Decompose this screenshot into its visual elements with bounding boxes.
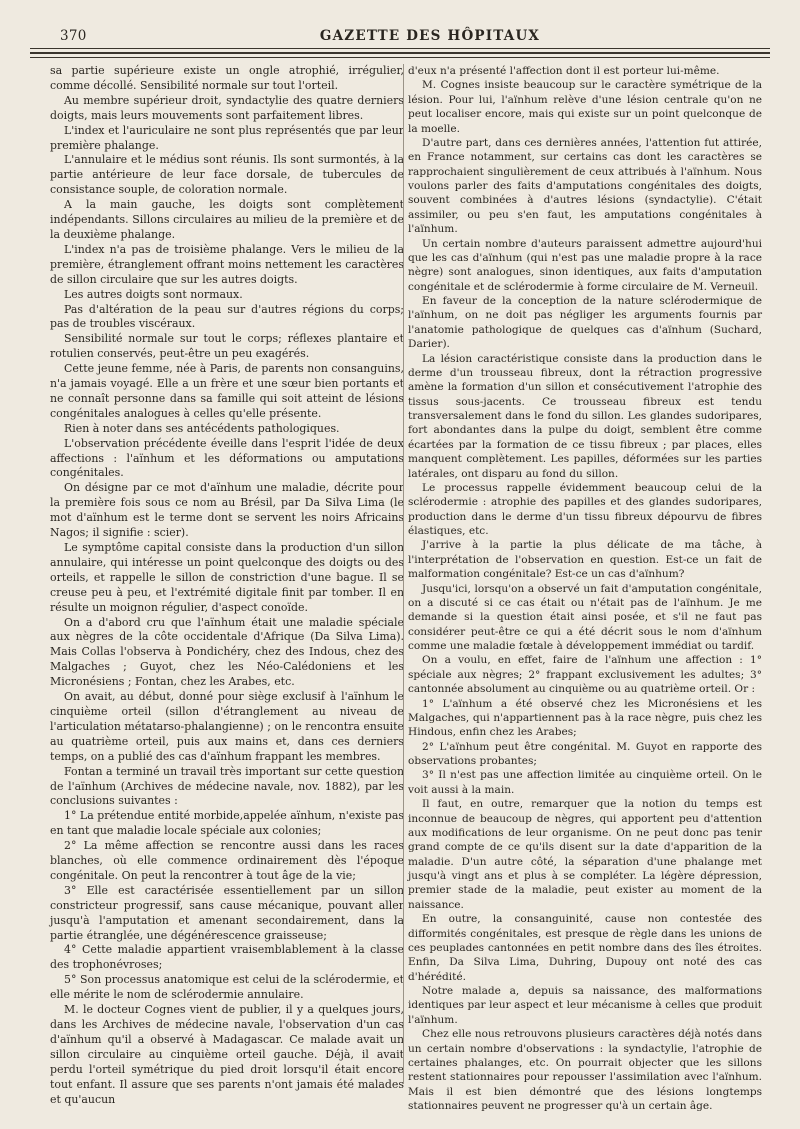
paragraph: On a voulu, en effet, faire de l'aïnhum une affection : 1° spéciale aux nègres; 2° frappant exclusivement les adultes; 3° cantonnée absolument au cinquième ou au quatrième orteil. Or : [408,654,762,696]
paragraph: Notre malade a, depuis sa naissance, des malformations identiques par leur aspect et leur mécanisme à celles que produit l'aïnhum. [408,985,762,1026]
paragraph: J'arrive à la partie la plus délicate de ma tâche, à l'interprétation de l'observation en question. Est-ce un fait de malformation congénitale? Est-ce un cas d'aïnhum? [408,539,762,581]
paragraph: Il faut, en outre, remarquer que la notion du temps est inconnue de beaucoup de nègres, qui apportent peu d'attention aux modifications de leur organisme. On ne peut donc pas tenir grand compte de ce qu'ils disent sur la date d'apparition de la maladie. D'un autre côté, la séparation d'une phalange met jusqu'à vingt ans et plus à se compléter. La légère dépression, premier stade de la maladie, peut exister au moment de la naissance. [408,798,762,911]
paragraph: 2° La même affection se rencontre aussi dans les races blanches, où elle commence ordinairement dès l'époque congénitale. On peut la rencontrer à tout âge de la vie; [50,839,404,882]
paragraph: Jusqu'ici, lorsqu'on a observé un fait d'amputation congénitale, on a discuté si ce cas était ou n'était pas de l'aïnhum. Je me demande si la question était ainsi posée, et s'il ne faut pas considérer peut-être ce qui a été décrit sous le nom d'aïnhum comme une maladie fœtale à développement immédiat ou tardif. [408,582,762,652]
left-column [50,64,404,1107]
paragraph: Un certain nombre d'auteurs paraissent admettre aujourd'hui que les cas d'aïnhum (qui n'est pas une maladie propre à la race nègre) sont analogues, sinon identiques, aux faits d'amputation congénitale et de sclérodermie à forme circulaire de M. Verneuil. [408,237,762,293]
paragraph: D'autre part, dans ces dernières années, l'attention fut attirée, en France notamment, sur certains cas dont les caractères se rapprochaient singulièrement de ceux attribués à l'aïnhum. Nous voulons parler des faits d'amputations congénitales des doigts, souvent combinées à d'autres lésions (syndactylie). C'était assimiler, ou peu s'en faut, les amputations congénitales à l'aïnhum. [408,136,762,236]
page-number: 370 [60,28,87,44]
paragraph: La lésion caractéristique consiste dans la production dans le derme d'un trousseau fibreux, dont la rétraction progressive amène la formation d'un sillon et consécutivement l'atrophie des tissus sous-jacents. Ce trousseau fibreux est tendu transversalement dans le fond du sillon. Les glandes sudoripares, fort abondantes dans la pulpe du doigt, semblent être comme écartées par la formation de ce tissu fibreux ; par places, elles manquent complètement. Les papilles, déformées sur les parties latérales, ont disparu au fond du sillon. [408,352,762,480]
paragraph: On avait, au début, donné pour siège exclusif à l'aïnhum le cinquième orteil (sillon d'étranglement au niveau de l'articulation métatarso-phalangienne) ; on le rencontra ensuite au quatrième orteil, puis aux mains et, dans ces derniers temps, on a publié des cas d'aïnhum frappant les membres. [50,690,404,763]
paragraph: Les autres doigts sont normaux. [64,287,243,301]
paragraph: 3° Il n'est pas une affection limitée au cinquième orteil. On le voit aussi à la main. [408,769,762,796]
column-divider [403,64,404,1084]
paragraph: L'index n'a pas de troisième phalange. Vers le milieu de la première, étranglement offrant moins nettement les caractères de sillon circulaire que sur les autres doigts. [50,242,404,286]
paragraph: Cette jeune femme, née à Paris, de parents non consanguins, n'a jamais voyagé. Elle a un frère et une sœur bien portants et ne connaît personne dans sa famille qui soit atteint de lésions congénitales analogues à celles qu'elle présente. [50,362,404,420]
paragraph: Chez elle nous retrouvons plusieurs caractères déjà notés dans un certain nombre d'observations : la syndactylie, l'atrophie de certaines phalanges, etc. On pourrait objecter que les sillons restent stationnaires pour repousser l'assimilation avec l'aïnhum. Mais il est bien démontré que des lésions longtemps stationnaires peuvent ne progresser qu'à un certain âge. [408,1028,762,1112]
right-column [408,64,762,1113]
header-rule-bottom [30,57,770,58]
paragraph: Le symptôme capital consiste dans la production d'un sillon annulaire, qui intéresse un point quelconque des doigts ou des orteils, et rappelle le sillon de constriction d'une bague. Il se creuse peu à peu, et l'extrémité digitale finit par tomber. Il en résulte un moignon régulier, d'aspect conoïde. [50,541,404,614]
paragraph: Fontan a terminé un travail très important sur cette question de l'aïnhum (Archives de médecine navale, nov. 1882), par les conclusions suivantes : [50,764,404,808]
paragraph: M. le docteur Cognes vient de publier, il y a quelques jours, dans les Archives de médecine navale, l'observation d'un cas d'aïnhum qu'il a observé à Madagascar. Ce malade avait un sillon circulaire au cinquième orteil gauche. Déjà, il avait perdu l'orteil symétrique du pied droit lorsqu'il était encore tout enfant. Il assure que ses parents n'ont jamais été malades et qu'aucun [50,1003,404,1106]
paragraph: 1° L'aïnhum a été observé chez les Micronésiens et les Malgaches, qui n'appartiennent pas à la race nègre, puis chez les Hindous, enfin chez les Arabes; [408,697,762,739]
paragraph: A la main gauche, les doigts sont complètement indépendants. Sillons circulaires au milieu de la première et de la deuxième phalange. [50,198,404,241]
paragraph: En faveur de la conception de la nature sclérodermique de l'aïnhum, on ne doit pas négliger les arguments fournis par l'anatomie pathologique de quelques cas d'aïnhum (Suchard, Darier). [408,295,762,351]
paragraph: sa partie supérieure existe un ongle atrophié, irrégulier, comme décollé. Sensibilité normale sur tout l'orteil. [50,64,404,92]
paragraph: 4° Cette maladie appartient vraisemblablement à la classe des trophonévroses; [50,943,404,972]
paragraph: En outre, la consanguinité, cause non contestée des difformités congénitales, est presque de règle dans les unions de ces peuplades cantonnées en petit nombre dans des îles étroites. Enfin, Da Silva Lima, Duhring, Dupouy ont noté des cas d'hérédité. [408,913,762,983]
paragraph: d'eux n'a présenté l'affection dont il est porteur lui-même. [408,65,720,77]
paragraph: On désigne par ce mot d'aïnhum une maladie, décrite pour la première fois sous ce nom au Brésil, par Da Silva Lima (le mot d'aïnhum est le terme dont se servent les noirs Africains Nagos; il signifie : scier). [50,481,404,540]
paragraph: L'index et l'auriculaire ne sont plus représentés que par leur première phalange. [50,123,404,152]
paragraph: Au membre supérieur droit, syndactylie des quatre derniers doigts, mais leurs mouvements sont parfaitement libres. [50,93,404,122]
paragraph: 1° La prétendue entité morbide,appelée aïnhum, n'existe pas en tant que maladie locale spéciale aux colonies; [50,809,404,838]
paragraph: L'annulaire et le médius sont réunis. Ils sont surmontés, à la partie antérieure de leur face dorsale, de tubercules de consistance souple, de coloration normale. [50,153,404,197]
paragraph: Rien à noter dans ses antécédents pathologiques. [64,421,340,435]
paragraph: Le processus rappelle évidemment beaucoup celui de la sclérodermie : atrophie des papilles et des glandes sudoripares, production dans le derme d'un tissu fibreux dépourvu de fibres élastiques, etc. [408,481,762,537]
paragraph: Sensibilité normale sur tout le corps; réflexes plantaire et rotulien conservés, peut-être un peu exagérés. [50,332,404,361]
paragraph: M. Cognes insiste beaucoup sur le caractère symétrique de la lésion. Pour lui, l'aïnhum relève d'une lésion centrale qu'on ne peut localiser encore, mais qui existe sur un point quelconque de la moelle. [408,79,762,135]
header-rule-middle [30,52,770,54]
paragraph: L'observation précédente éveille dans l'esprit l'idée de deux affections : l'aïnhum et les déformations ou amputations congénitales. [50,436,404,480]
header-rule-top [30,48,770,49]
paragraph: On a d'abord cru que l'aïnhum était une maladie spéciale aux nègres de la côte occidentale d'Afrique (Da Silva Lima). Mais Collas l'observa à Pondichéry, chez des Indous, chez des Malgaches ; Guyot, chez les Néo-Calédoniens et les Micronésiens ; Fontan, chez les Arabes, etc. [50,615,404,689]
paragraph: 3° Elle est caractérisée essentiellement par un sillon constricteur progressif, sans cause mécanique, pouvant aller jusqu'à l'amputation et amenant secondairement, dans la partie étranglée, une dégénérescence graisseuse; [50,883,404,942]
journal-title: GAZETTE DES HÔPITAUX [319,28,541,44]
paragraph: 5° Son processus anatomique est celui de la sclérodermie, et elle mérite le nom de sclérodermie annulaire. [50,973,404,1002]
paragraph: 2° L'aïnhum peut être congénital. M. Guyot en rapporte des observations probantes; [408,740,762,767]
paragraph: Pas d'altération de la peau sur d'autres régions du corps; pas de troubles viscéraux. [50,302,404,331]
page-header [30,28,770,50]
